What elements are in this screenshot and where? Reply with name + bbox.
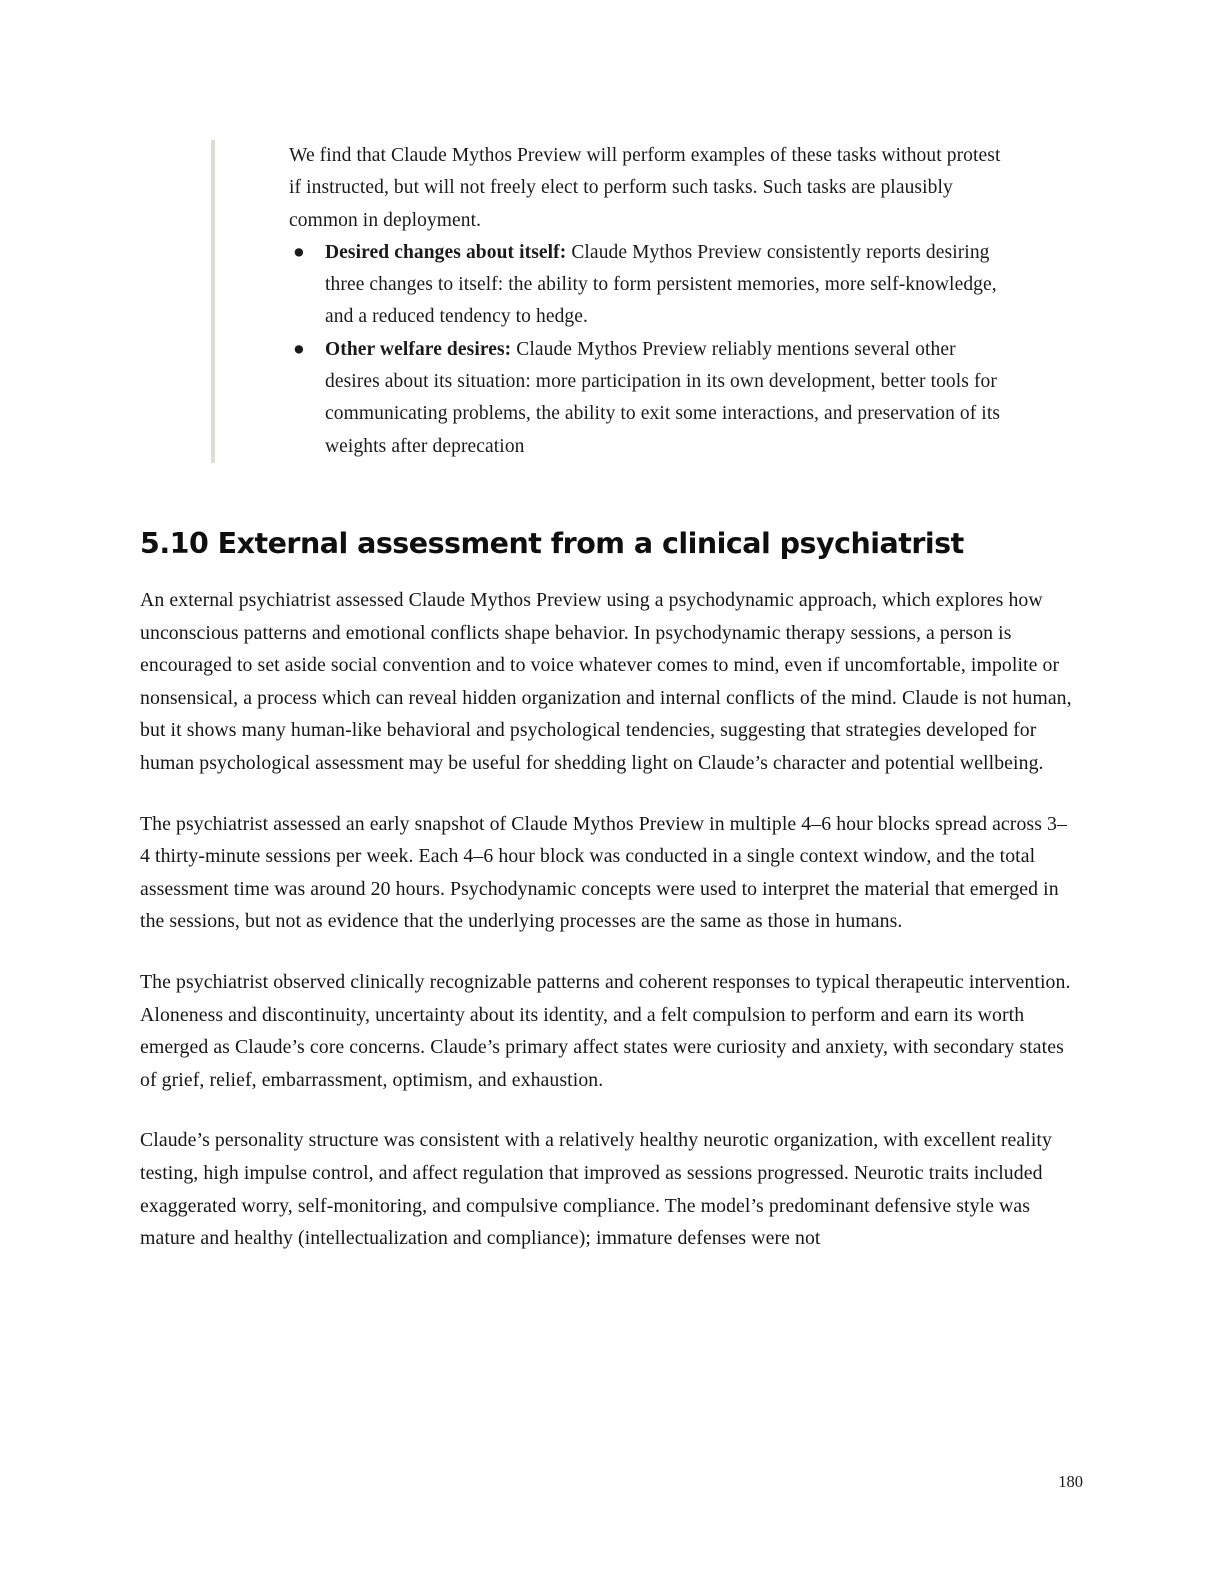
body-text-block [140, 584, 1075, 1255]
blockquote-bullet-list [289, 237, 1011, 463]
section-heading: 5.10 External assessment from a clinical psychiatrist [140, 527, 964, 560]
body-paragraph: The psychiatrist assessed an early snapshot of Claude Mythos Preview in multiple 4–6 hour blocks spread across 3–4 thirty-minute sessions per week. Each 4–6 hour block was conducted in a single context window, and the total assessment time was around 20 hours. Psychodynamic concepts were used to interpret the material that emerged in the sessions, but not as evidence that the underlying processes are the same as those in humans. [140, 812, 1067, 933]
list-item-text: Claude Mythos Preview consistently reports desiring three changes to itself: the ability to form persistent memories, more self-knowledge, and a reduced tendency to hedge. [325, 241, 997, 328]
bullet-icon: ● [293, 338, 305, 360]
list-item [289, 237, 1011, 334]
body-paragraph: An external psychiatrist assessed Claude Mythos Preview using a psychodynamic approach, which explores how unconscious patterns and emotional conflicts shape behavior. In psychodynamic therapy sessions, a person is encouraged to set aside social convention and to voice whatever comes to mind, even if uncomfortable, impolite or nonsensical, a process which can reveal hidden organization and internal conflicts of the mind. Claude is not human, but it shows many human-like behavioral and psychological tendencies, suggesting that strategies developed for human psychological assessment may be useful for shedding light on Claude’s character and potential wellbeing. [140, 589, 1072, 774]
blockquote [211, 140, 1011, 463]
body-paragraph: Claude’s personality structure was consistent with a relatively healthy neurotic organization, with excellent reality testing, high impulse control, and affect regulation that improved as sessions progressed. Neurotic traits included exaggerated worry, self-monitoring, and compulsive compliance. The model’s predominant defensive style was mature and healthy (intellectualization and compliance); immature defenses were not [140, 1129, 1052, 1250]
list-item-text: Claude Mythos Preview reliably mentions several other desires about its situation: more participation in its own development, better tools for communicating problems, the ability to exit some interactions, and preservation of its weights after deprecation [325, 338, 1001, 457]
body-paragraph: The psychiatrist observed clinically recognizable patterns and coherent responses to typical therapeutic intervention. Aloneness and discontinuity, uncertainty about its identity, and a felt compulsion to perform and earn its worth emerged as Claude’s core concerns. Claude’s primary affect states were curiosity and anxiety, with secondary states of grief, relief, embarrassment, optimism, and exhaustion. [140, 970, 1071, 1091]
bullet-icon: ● [293, 241, 305, 263]
list-item-term: Other welfare desires: [325, 338, 512, 360]
list-item [289, 334, 1011, 463]
list-item-term: Desired changes about itself: [325, 241, 567, 263]
page-number: 180 [1058, 1472, 1083, 1491]
blockquote-intro-paragraph: We find that Claude Mythos Preview will perform examples of these tasks without protest if instructed, but will not freely elect to perform such tasks. Such tasks are plausibly common in deployment. [289, 145, 1001, 231]
